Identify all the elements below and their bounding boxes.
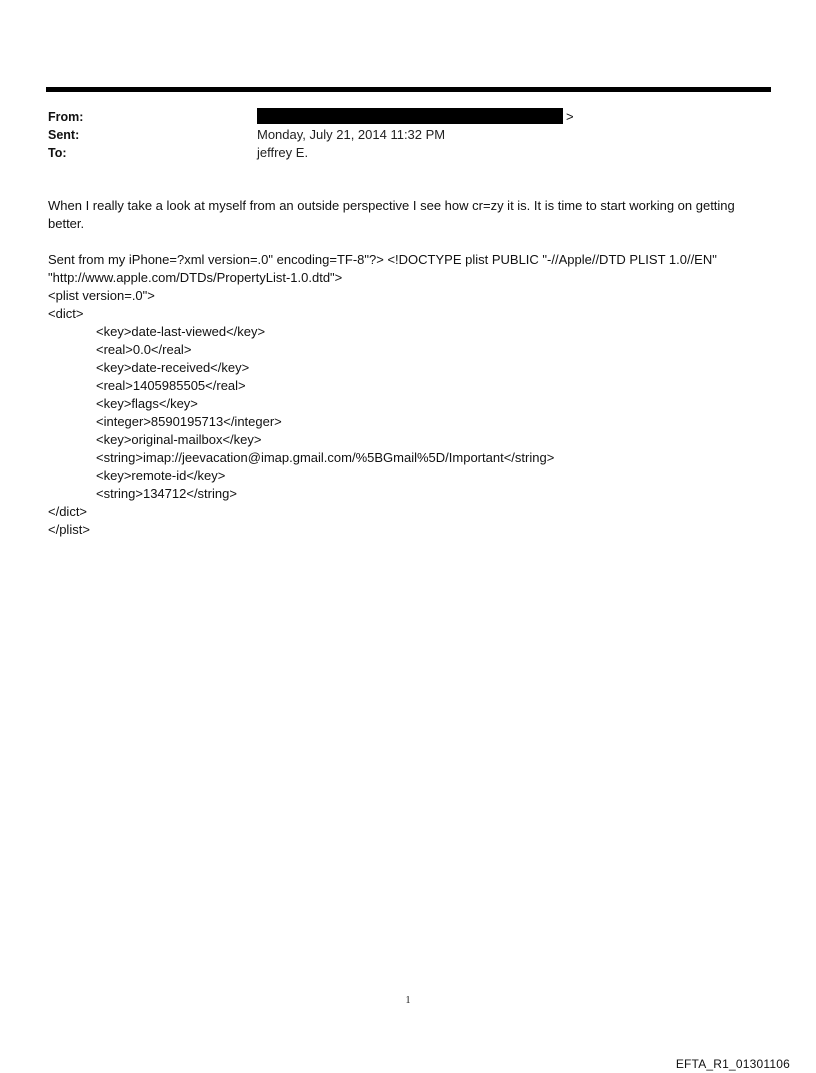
dict-entry-line: <key>date-last-viewed</key> xyxy=(96,324,266,339)
email-header xyxy=(48,108,748,162)
sent-label: Sent: xyxy=(48,128,80,142)
paragraph-spacer xyxy=(48,233,773,251)
dict-open-line: <dict> xyxy=(48,306,84,321)
dict-entry-line: <key>remote-id</key> xyxy=(96,468,226,483)
from-value-tail: > xyxy=(566,109,574,124)
sent-row xyxy=(48,126,748,144)
dict-entry-line: <real>0.0</real> xyxy=(96,342,192,357)
dict-entry-line: <integer>8590195713</integer> xyxy=(96,414,282,429)
dict-entry-line: <key>original-mailbox</key> xyxy=(96,432,262,447)
plist-close-line: </plist> xyxy=(48,522,90,537)
email-body xyxy=(48,197,773,539)
sent-value: Monday, July 21, 2014 11:32 PM xyxy=(257,127,446,142)
from-row xyxy=(48,108,748,126)
body-paragraph: When I really take a look at myself from an outside perspective I see how cr=zy it is. It is time to start working on getting better. xyxy=(48,198,735,231)
dict-close-line: </dict> xyxy=(48,504,88,519)
to-row xyxy=(48,144,748,162)
sent-from-line: Sent from my iPhone=?xml version=.0" encoding=TF-8"?> <!DOCTYPE plist PUBLIC "-//Apple//DTD PLIST 1.0//EN" xyxy=(48,252,717,267)
dict-entry-line: <key>flags</key> xyxy=(96,396,198,411)
page-number: 1 xyxy=(405,995,411,1006)
plist-open-line: <plist version=.0"> xyxy=(48,288,155,303)
redaction-bar xyxy=(257,108,563,124)
from-label: From: xyxy=(48,110,84,124)
to-value: jeffrey E. xyxy=(257,145,309,160)
dict-entry-line: <string>imap://jeevacation@imap.gmail.com/%5BGmail%5D/Important</string> xyxy=(96,450,555,465)
dict-entry-line: <string>134712</string> xyxy=(96,486,237,501)
dict-entry-line: <real>1405985505</real> xyxy=(96,378,246,393)
to-label: To: xyxy=(48,146,67,160)
dtd-line: "http://www.apple.com/DTDs/PropertyList-1.0.dtd"> xyxy=(48,270,343,285)
dict-entry-line: <key>date-received</key> xyxy=(96,360,250,375)
document-id: EFTA_R1_01301106 xyxy=(675,1057,790,1071)
header-rule xyxy=(46,87,771,92)
